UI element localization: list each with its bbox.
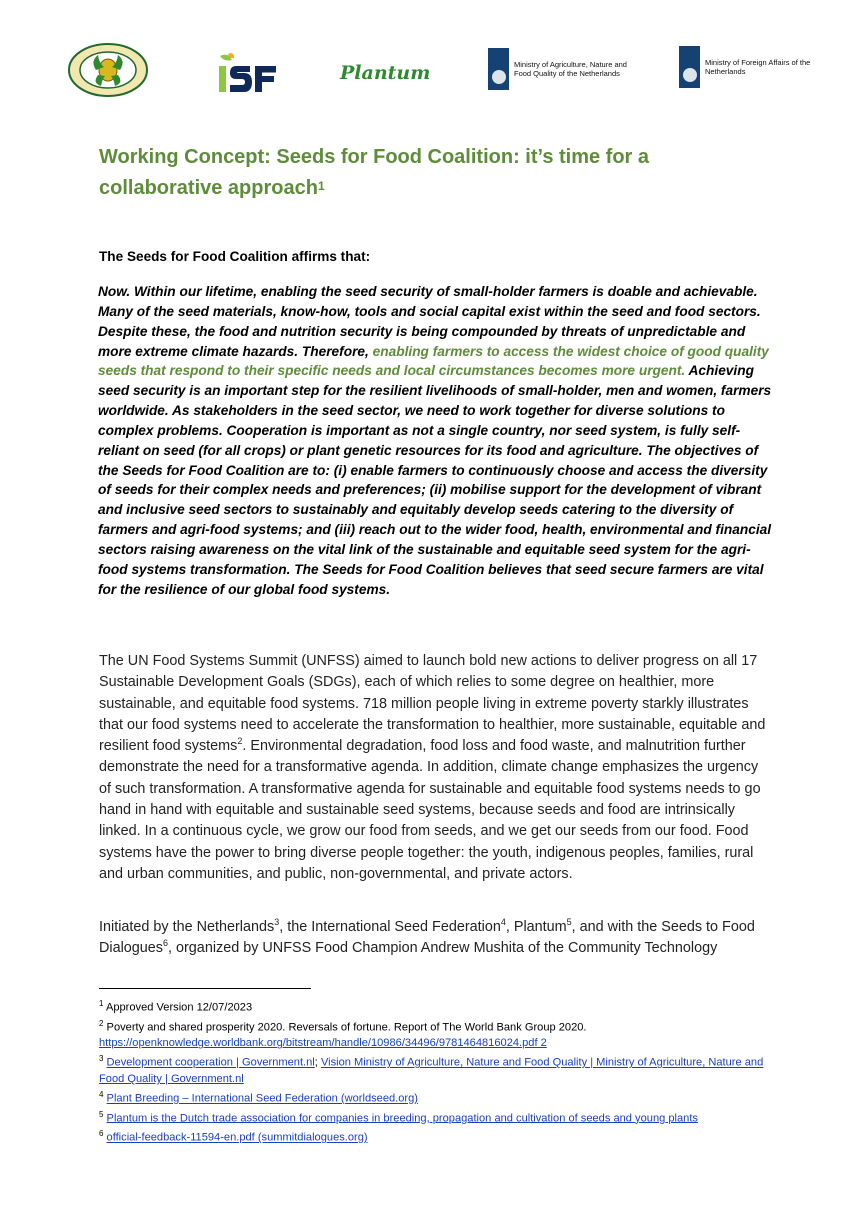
dutch-crest-icon [679,46,700,88]
isf-plant-breeding-link[interactable]: Plant Breeding – International Seed Federation (worldseed.org) [106,1092,418,1105]
footnote-1 [99,996,771,1016]
ministry-foreign-logo [679,46,830,88]
footnote-ref: 6 [163,938,169,949]
plantum-link[interactable]: Plantum is the Dutch trade association for companies in breeding, propagation and cultivation of seeds and young plants [106,1112,698,1125]
footnote-ref: 5 [566,917,572,928]
paragraph-text: , organized by UNFSS Food Champion Andrew Mushita of the Community Technology [168,940,718,957]
isf-logo [214,52,284,96]
document-title [99,142,739,204]
footnote-separator [99,988,311,989]
worldbank-link[interactable]: https://openknowledge.worldbank.org/bitstream/handle/10986/34496/9781464816024.pdf 2 [99,1037,547,1050]
footnote-separator-text: ; [314,1057,321,1070]
paragraph-text: The UN Food Systems Summit (UNFSS) aimed to launch bold new actions to deliver progress on all 17 Sustainable Development Goals (SDGs), each of which relies to some degree on healthier, more sustainable, and equitable food systems. 718 million people living in extreme poverty starkly illustrates that our food systems need to accelerate the transformation to healthier, more sustainable, equitable and resilient food systems [99,653,766,755]
footnote-3 [99,1051,771,1087]
paragraph-text: Initiated by the Netherlands [99,919,275,935]
paragraph-text: , the International Seed Federation [279,919,501,935]
summit-dialogues-link[interactable]: official-feedback-11594-en.pdf (summitdialogues.org) [106,1132,368,1145]
footnote-text: Poverty and shared prosperity 2020. Reversals of fortune. Report of The World Bank Group 2020. [106,1021,587,1034]
ctdo-logo [68,43,148,97]
footnote-number: 1 [99,999,104,1008]
ministry-foreign-text: Ministry of Foreign Affairs of the Netherlands [705,58,811,76]
ministry-agriculture-logo [488,48,639,90]
footnote-ref: 3 [274,917,280,928]
dutch-crest-icon [488,48,509,90]
paragraph-text: , and with the Seeds to Food Dialogues [99,919,755,957]
footnote-number: 4 [99,1090,104,1100]
footnote-number: 3 [99,1054,104,1064]
ministry-agriculture-text: Ministry of Agriculture, Nature and Food Quality of the Netherlands [514,60,627,78]
development-cooperation-link[interactable]: Development cooperation | Government.nl [106,1057,315,1070]
paragraph-text: . Environmental degradation, food loss and food waste, and malnutrition further demonstrate the need for a transformative agenda. In addition, climate change emphasizes the urgency of such transformation. A transformative agenda for sustainable and equitable food systems needs to go hand in hand with equitable and sustainable seed systems, because seeds and food are intrinsically linked. In a continuous cycle, we grow our food from seeds, and we get our seeds from our food. Food systems have the power to bring diverse people together: the youth, indigenous peoples, families, rural and urban communities, and public, non-governmental, and private actors. [99,738,761,882]
body-paragraph-initiated [99,917,771,960]
footnote-ref: 4 [500,917,506,928]
footnote-4 [99,1087,771,1107]
statement-highlight: enabling farmers to access the widest choice of good quality seeds that respond to their specific needs and local circumstances becomes more urgent. [98,343,769,379]
footnote-ref: 2 [237,736,243,747]
footnote-2 [99,1016,771,1052]
logo-header [0,40,857,110]
title-text: Working Concept: Seeds for Food Coalition: it’s time for a collaborative approach [99,146,650,199]
footnotes [99,996,771,1146]
footnote-number: 2 [99,1018,104,1028]
footnote-5 [99,1107,771,1127]
plantum-logo: Plantum [340,62,431,84]
footnote-6 [99,1126,771,1146]
affirm-heading: The Seeds for Food Coalition affirms that: [99,249,371,264]
footnote-ref: 1 [317,179,325,193]
statement-text: Achieving seed security is an important step for the resilient livelihoods of small-holder, men and women, farmers worldwide. As stakeholders in the seed sector, we need to work together for diverse solutions to complex problems. Cooperation is important as not a single country, nor seed system, is fully self-reliant on seed (for all crops) or plant genetic resources for its food and agriculture. The objectives of the Seeds for Food Coalition are to: (i) enable farmers to continuously choose and access the diversity of seeds for their complex needs and preferences; (ii) mobilise support for the development of vibrant and inclusive seed sectors to sustainably and equitably develop seeds catering to the diversity of farmers and agri-food systems; and (iii) reach out to the wider food, health, environmental and financial sectors raising awareness on the vital link of the sustainable and equitable seed system for the agri-food systems transformation. The Seeds for Food Coalition believes that seed secure farmers are vital for the resilience of our global food systems. [98,363,772,597]
statement-text: Now. Within our lifetime, enabling the seed security of small-holder farmers is doable and achievable. Many of the seed materials, know-how, tools and social capital exist within the seed and food sectors. Despite these, the food and nutrition security is being compounded by threats of unpredictable and more extreme climate hazards. Therefore, [98,284,761,359]
footnote-text: Approved Version 12/07/2023 [105,1001,253,1014]
ministry-vision-link[interactable]: Vision Ministry of Agriculture, Nature and Food Quality | Ministry of Agriculture, Nature and Food Quality | Government.nl [99,1057,764,1086]
body-paragraph-unfss [99,651,771,885]
paragraph-text: , Plantum [505,919,567,935]
coalition-statement [98,282,778,600]
footnote-number: 6 [99,1129,104,1139]
footnote-number: 5 [99,1109,104,1119]
